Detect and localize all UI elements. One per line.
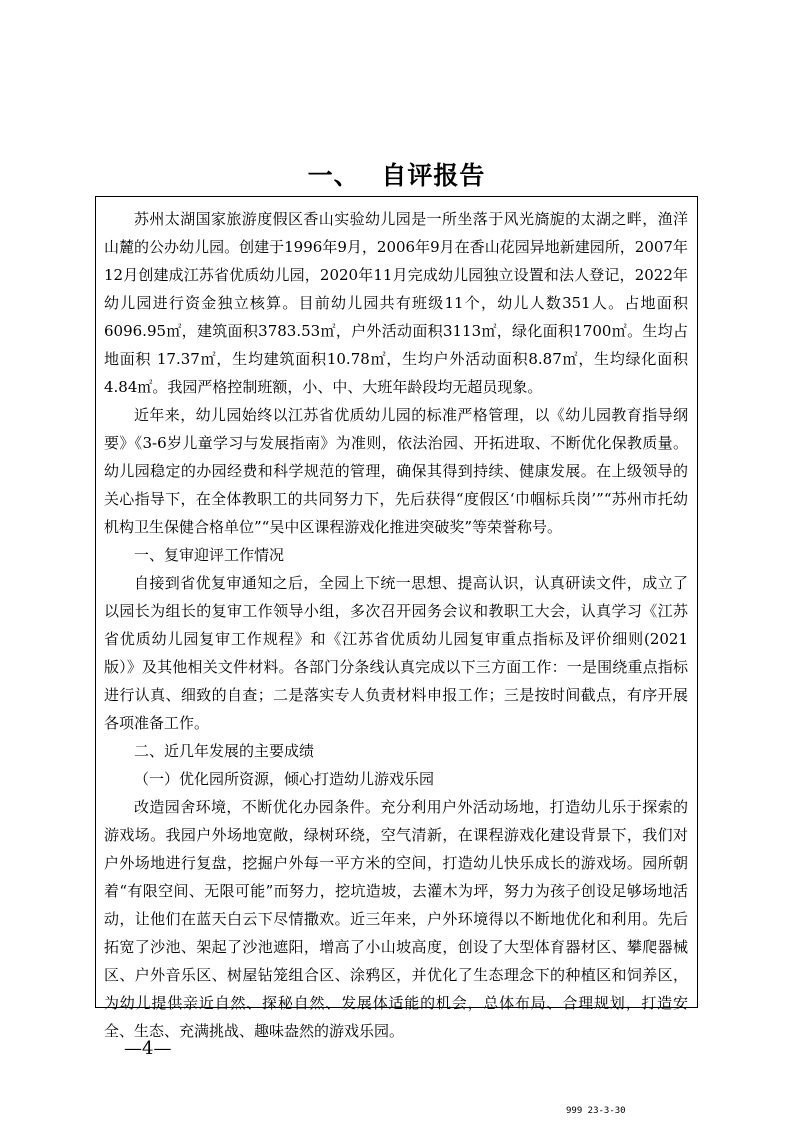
report-body [104,205,688,1045]
section-heading-review: 一、复审迎评工作情况 [134,546,285,564]
subsection-heading-resources: （一）优化园所资源，倾心打造幼儿游戏乐园 [134,770,435,788]
print-stamp: 999 23-3-30 [566,1106,626,1116]
paragraph-recent-years: 近年来，幼儿园始终以江苏省优质幼儿园的标准严格管理，以《幼儿园教育指导纲要》《3-6岁儿童学习与发展指南》为准则，依法治园、开拓进取、不断优化保教质量。幼儿园稳定的办园经费和科学规范的管理，确保其得到持续、健康发展。在上级领导的关心指导下，在全体教职工的共同努力下，先后获得“度假区‘巾帼标兵岗’”“苏州市托幼机构卫生保健合格单位”“吴中区课程游戏化推进突破奖”等荣誉称号。 [104,406,688,536]
paragraph-intro: 苏州太湖国家旅游度假区香山实验幼儿园是一所坐落于风光旖旎的太湖之畔，渔洋山麓的公办幼儿园。创建于1996年9月，2006年9月在香山花园异地新建园所，2007年12月创建成江苏省优质幼儿园，2020年11月完成幼儿园独立设置和法人登记，2022年幼儿园进行资金独立核算。目前幼儿园共有班级11个，幼儿人数351人。占地面积6096.95㎡，建筑面积3783.53㎡，户外活动面积3113㎡，绿化面积1700㎡。生均占地面积 17.37㎡，生均建筑面积10.78㎡，生均户外活动面积8.87㎡，生均绿化面积4.84㎡。我园严格控制班额，小、中、大班年龄段均无超员现象。 [104,210,688,396]
page-title: 一、 自评报告 [307,161,486,190]
section-heading-achievements: 二、近几年发展的主要成绩 [134,742,315,760]
paragraph-resources: 改造园舍环境，不断优化办园条件。充分利用户外活动场地，打造幼儿乐于探索的游戏场。我园户外场地宽敞，绿树环绕，空气清新，在课程游戏化建设背景下，我们对户外场地进行复盘，挖掘户外每一平方米的空间，打造幼儿快乐成长的游戏场。园所朝着“有限空间、无限可能”而努力，挖坑造坡，去灌木为坪，努力为孩子创设足够场地活动，让他们在蓝天白云下尽情撒欢。近三年来，户外环境得以不断地优化和利用。先后拓宽了沙池、架起了沙池遮阳，增高了小山坡高度，创设了大型体育器材区、攀爬器械区、户外音乐区、树屋钻笼组合区、涂鸦区，并优化了生态理念下的种植区和饲养区，为幼儿提供亲近自然、探秘自然、发展体适能的机会，总体布局、合理规划，打造安全、生态、充满挑战、趣味盎然的游戏乐园。 [104,798,688,1040]
page-number: —4— [124,1038,172,1059]
report-frame [95,196,698,1040]
paragraph-review: 自接到省优复审通知之后，全园上下统一思想、提高认识，认真研读文件，成立了以园长为组长的复审工作领导小组，多次召开园务会议和教职工大会，认真学习《江苏省优质幼儿园复审工作规程》和《江苏省优质幼儿园复审重点指标及评价细则(2021版）》及其他相关文件材料。各部门分条线认真完成以下三方面工作：一是围绕重点指标进行认真、细致的自查；二是落实专人负责材料申报工作；三是按时间截点，有序开展各项准备工作。 [104,574,688,732]
